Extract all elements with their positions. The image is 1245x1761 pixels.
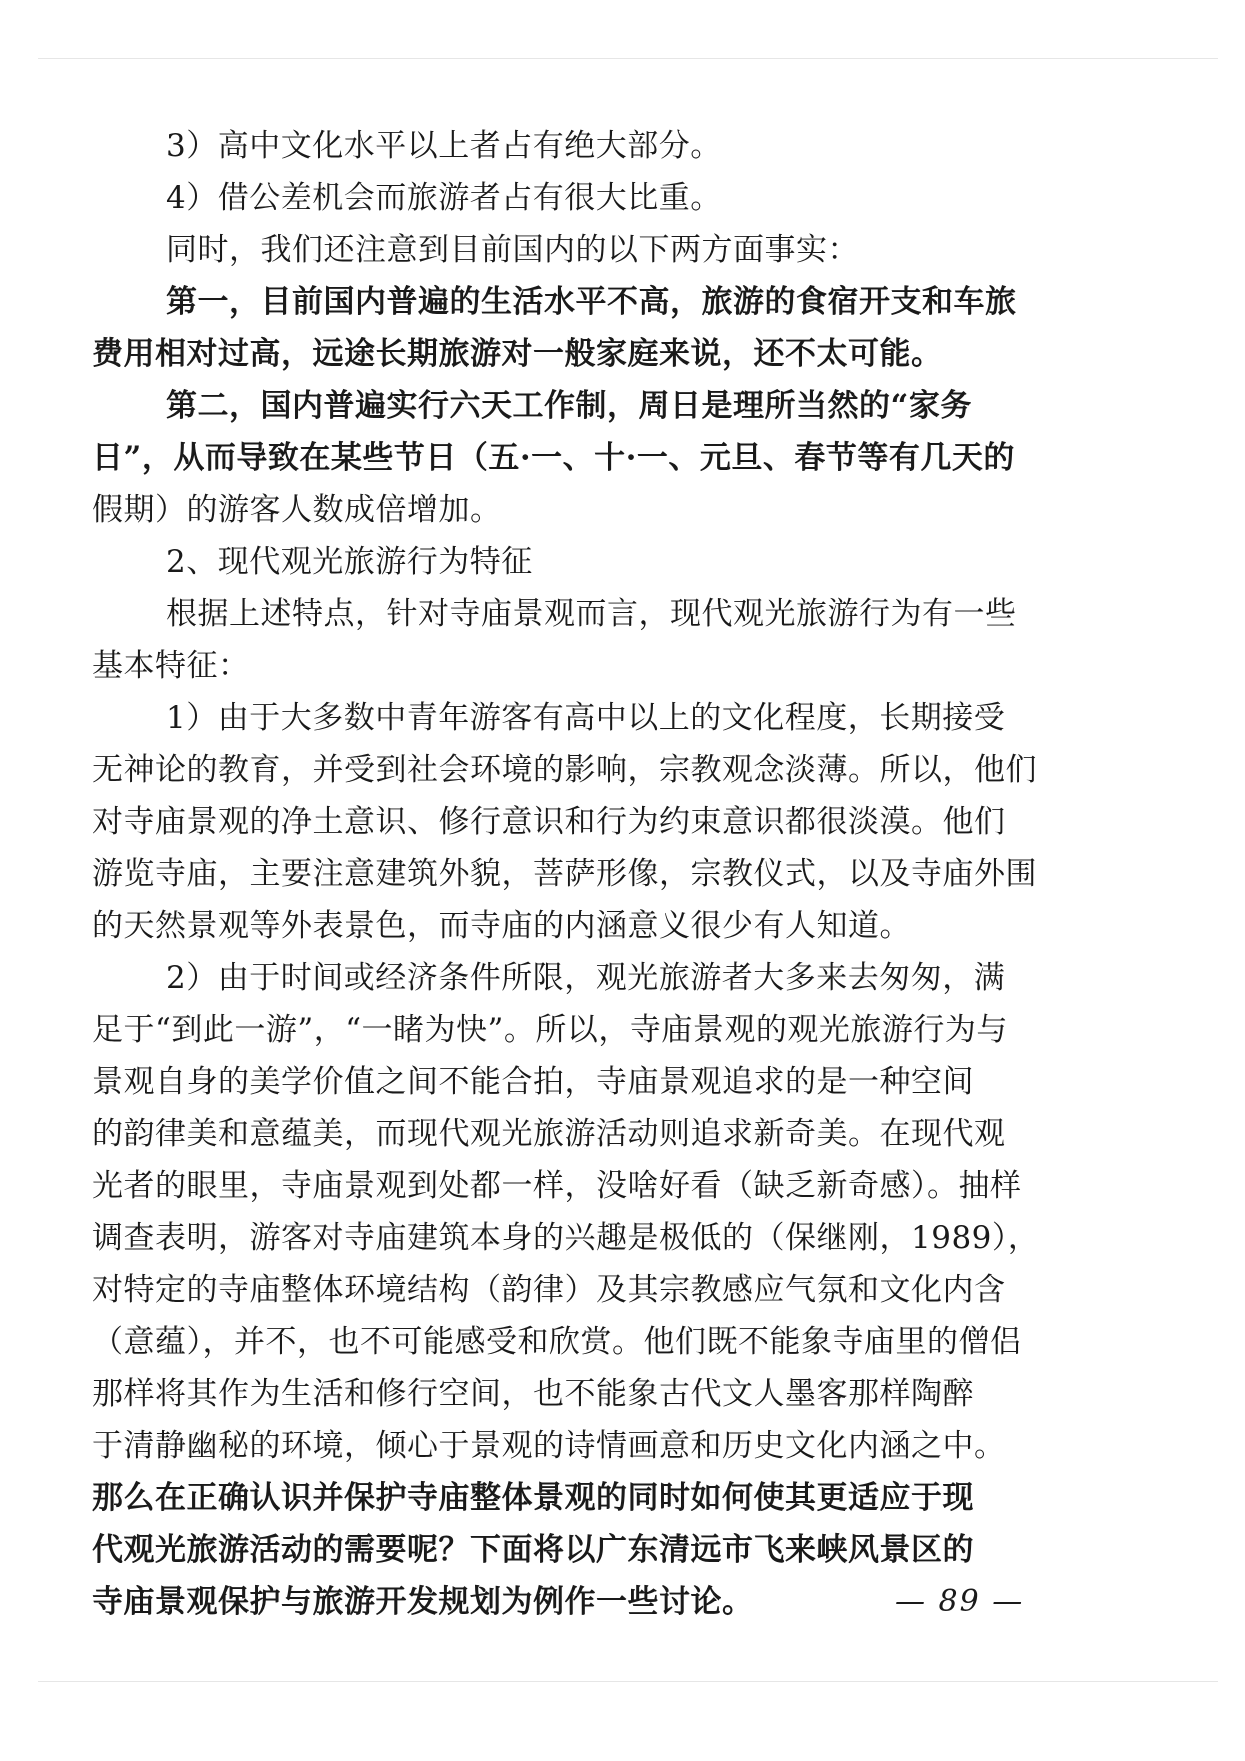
text-line: 的韵律美和意蕴美，而现代观光旅游活动则追求新奇美。在现代观 <box>92 1116 1006 1152</box>
text-line: 寺庙景观保护与旅游开发规划为例作一些讨论。 <box>92 1584 754 1620</box>
text-line: 2）由于时间或经济条件所限，观光旅游者大多来去匆匆，满 <box>166 960 1006 996</box>
text-line: 景观自身的美学价值之间不能合拍，寺庙景观追求的是一种空间 <box>92 1064 974 1100</box>
text-line: 同时，我们还注意到目前国内的以下两方面事实： <box>166 232 859 268</box>
text-line: 对特定的寺庙整体环境结构（韵律）及其宗教感应气氛和文化内含 <box>92 1272 1006 1308</box>
text-line: 对寺庙景观的净土意识、修行意识和行为约束意识都很淡漠。他们 <box>92 804 1006 840</box>
text-line: 调查表明，游客对寺庙建筑本身的兴趣是极低的（保继刚，1989）， <box>92 1220 1040 1256</box>
text-line: 游览寺庙，主要注意建筑外貌，菩萨形像，宗教仪式，以及寺庙外围 <box>92 856 1037 892</box>
text-line: 根据上述特点，针对寺庙景观而言，现代观光旅游行为有一些 <box>166 596 1017 632</box>
text-line: 第二，国内普遍实行六天工作制，周日是理所当然的“家务 <box>166 388 972 424</box>
text-line: 基本特征： <box>92 648 250 684</box>
text-line: 那么在正确认识并保护寺庙整体景观的同时如何使其更适应于现 <box>92 1480 974 1516</box>
top-divider <box>38 58 1218 59</box>
text-line: 于清静幽秘的环境，倾心于景观的诗情画意和历史文化内涵之中。 <box>92 1428 1006 1464</box>
page-body <box>92 120 1072 1628</box>
text-line: 那样将其作为生活和修行空间，也不能象古代文人墨客那样陶醉 <box>92 1376 974 1412</box>
text-line: 第一，目前国内普遍的生活水平不高，旅游的食宿开支和车旅 <box>166 284 1017 320</box>
page-number: — 89 — <box>895 1584 1025 1619</box>
text-line: 4）借公差机会而旅游者占有很大比重。 <box>166 180 722 216</box>
text-line: （意蕴），并不，也不可能感受和欣赏。他们既不能象寺庙里的僧侣 <box>92 1324 1022 1360</box>
text-line: 3）高中文化水平以上者占有绝大部分。 <box>166 128 722 164</box>
text-line: 的天然景观等外表景色，而寺庙的内涵意义很少有人知道。 <box>92 908 911 944</box>
text-line: 日”，从而导致在某些节日（五·一、十·一、元旦、春节等有几天的 <box>92 440 1015 476</box>
bottom-divider <box>38 1681 1218 1682</box>
text-line: 足于“到此一游”，“一睹为快”。所以，寺庙景观的观光旅游行为与 <box>92 1012 1008 1048</box>
text-line: 代观光旅游活动的需要呢？下面将以广东清远市飞来峡风景区的 <box>92 1532 974 1568</box>
text-line: 2、现代观光旅游行为特征 <box>166 544 533 580</box>
text-line: 1）由于大多数中青年游客有高中以上的文化程度，长期接受 <box>166 700 1006 736</box>
text-line: 假期）的游客人数成倍增加。 <box>92 492 502 528</box>
text-line: 光者的眼里，寺庙景观到处都一样，没啥好看（缺乏新奇感）。抽样 <box>92 1168 1022 1204</box>
text-line: 无神论的教育，并受到社会环境的影响，宗教观念淡薄。所以，他们 <box>92 752 1037 788</box>
text-line: 费用相对过高，远途长期旅游对一般家庭来说，还不太可能。 <box>92 336 943 372</box>
